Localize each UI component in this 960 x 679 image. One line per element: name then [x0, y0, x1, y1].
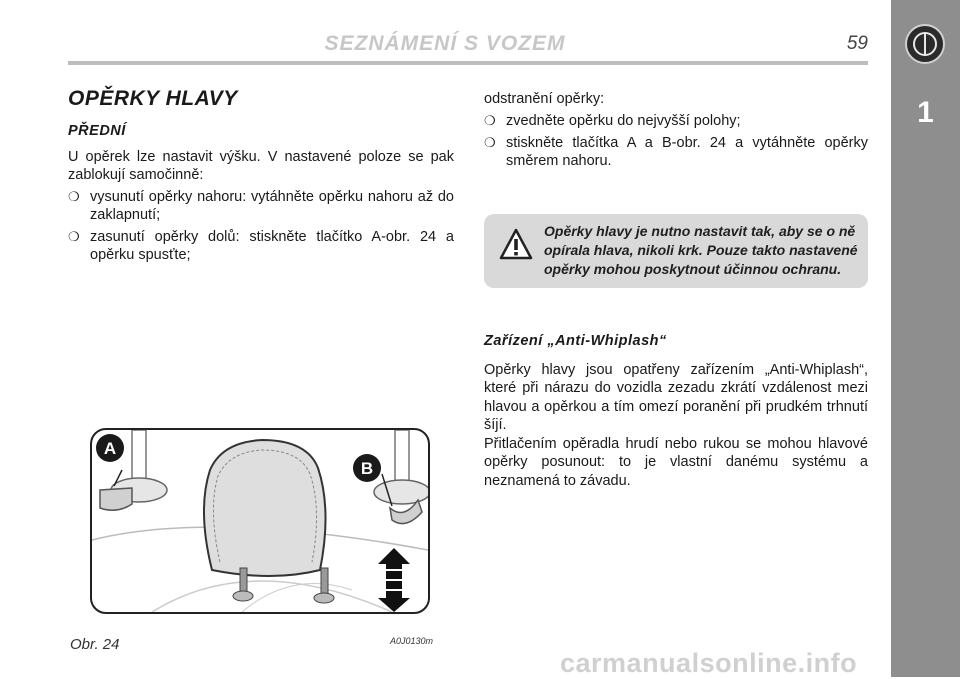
- list-item: [484, 112, 868, 130]
- anti-whiplash-paragraph-2: Přitlačením opěradla hrudí nebo rukou se mohou hlavové opěrky posunout: to je vlastní danému systému a neznamená to závadu.: [484, 435, 868, 489]
- left-column: [68, 87, 454, 268]
- section-title: OPĚRKY HLAVY: [68, 87, 238, 110]
- subsection-title: PŘEDNÍ: [68, 123, 126, 139]
- callout-a-label: A: [103, 439, 117, 458]
- warning-text: Opěrky hlavy je nutno nastavit tak, aby se o ně opírala hlava, nikoli krk. Pouze takto nastavené opěrky mohou poskytnout účinnou ochranu.: [544, 223, 858, 277]
- list-item: [68, 228, 454, 264]
- bullet-icon: ❍: [68, 229, 80, 244]
- right-column: [484, 90, 868, 174]
- headrest-figure: [90, 428, 430, 614]
- chapter-number: 1: [917, 96, 934, 129]
- list-item-text: stiskněte tlačítka A a B-obr. 24 a vytáhněte opěrky směrem nahoru.: [506, 135, 868, 169]
- callout-b-label: B: [360, 459, 374, 478]
- list-item: [68, 188, 454, 224]
- bullet-icon: ❍: [68, 189, 80, 204]
- list-item-text: zvedněte opěrku do nejvyšší polohy;: [506, 113, 741, 129]
- figure-code: A0J0130m: [390, 636, 434, 646]
- list-item-text: vysunutí opěrky nahoru: vytáhněte opěrku nahoru až do zaklapnutí;: [90, 189, 454, 223]
- list-item: [484, 134, 868, 170]
- anti-whiplash-paragraph-1: Opěrky hlavy jsou opatřeny zařízením „Anti-Whiplash“, které při nárazu do vozidla zezadu zkrátí vzdálenost mezi hlavou a opěrkou a tím omezí poranění při prudkém trhnutí šíjí.: [484, 361, 868, 433]
- figure-caption: Obr. 24: [70, 636, 120, 653]
- bullet-icon: ❍: [484, 135, 496, 150]
- left-bullet-list: [68, 188, 454, 264]
- watermark: carmanualsonline.info: [560, 648, 858, 678]
- list-item-text: zasunutí opěrky dolů: stiskněte tlačítko A-obr. 24 a opěrku spusťte;: [90, 229, 454, 263]
- warning-box: [484, 214, 868, 288]
- intro-paragraph: U opěrek lze nastavit výšku. V nastavené poloze se pak zablokují samočinně:: [68, 149, 454, 183]
- bullet-icon: ❍: [484, 113, 496, 128]
- header-rule: [68, 61, 868, 65]
- right-bullet-list: [484, 112, 868, 170]
- brand-logo-icon: [905, 24, 945, 64]
- warning-triangle-icon: [499, 228, 533, 260]
- anti-whiplash-section: [484, 332, 868, 490]
- page-header-title: SEZNÁMENÍ S VOZEM: [324, 32, 566, 55]
- removal-intro: odstranění opěrky:: [484, 91, 605, 107]
- anti-whiplash-title: Zařízení „Anti-Whiplash“: [484, 333, 667, 349]
- headrest-illustration: [92, 430, 428, 612]
- page-number: 59: [846, 33, 868, 54]
